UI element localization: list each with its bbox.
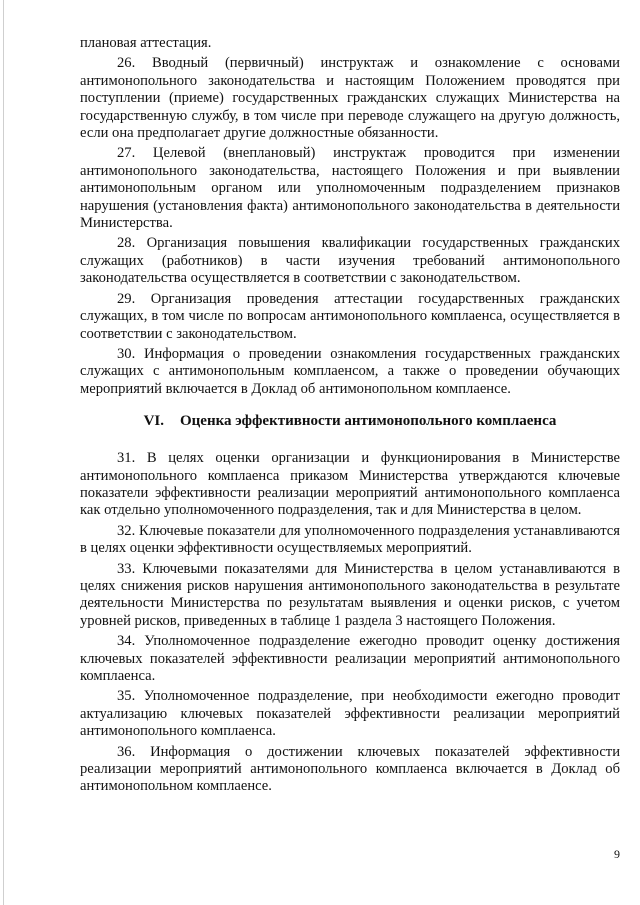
paragraph-29: 29. Организация проведения аттестации государственных гражданских служащих, в том числе по вопросам антимонопольного комплаенса, осуществляется в соответствии с законодательством. [80,290,620,342]
paragraph-35: 35. Уполномоченное подразделение, при необходимости ежегодно проводит актуализацию ключевых показателей эффективности реализации мероприятий антимонопольного комплаенса. [80,688,620,740]
paragraph-28: 28. Организация повышения квалификации государственных гражданских служащих (работников) в части изучения требований антимонопольного законодательства осуществляется в соответствии с законодательством. [80,235,620,287]
paragraph-34: 34. Уполномоченное подразделение ежегодно проводит оценку достижения ключевых показателей эффективности реализации мероприятий антимонопольного комплаенса. [80,633,620,684]
scan-edge-line [3,0,4,905]
section-number: VI. [143,413,164,430]
section-title: Оценка эффективности антимонопольного комплаенса [180,413,557,430]
paragraph-26: 26. Вводный (первичный) инструктаж и ознакомление с основами антимонопольного законодательства и настоящим Положением проводятся при поступлении (приеме) государственных гражданских служащих Министерства на государственную службу, в том числе при переводе служащего на другую должность, если она предполагает другие должностные обязанности. [80,55,620,142]
document-body [80,35,620,799]
paragraph-27: 27. Целевой (внеплановый) инструктаж проводится при изменении антимонопольного законодательства, настоящего Положения и при выявлении антимонопольным органом или уполномоченным подразделением признаков нарушения (установления факта) антимонопольного законодательства в деятельности Министерства. [80,145,620,232]
paragraph-30: 30. Информация о проведении ознакомления государственных гражданских служащих с антимонопольным комплаенсом, а также о проведении обучающих мероприятий включается в Доклад об антимонопольном комплаенсе. [80,345,620,397]
paragraph-31: 31. В целях оценки организации и функционирования в Министерстве антимонопольного комплаенса приказом Министерства утверждаются ключевые показатели эффективности реализации мероприятий антимонопольного комплаенса как отдельно уполномоченного подразделения, так и для Министерства в целом. [80,450,620,519]
paragraph-32: 32. Ключевые показатели для уполномоченного подразделения устанавливаются в целях оценки эффективности осуществляемых мероприятий. [80,522,620,557]
page-number: 9 [614,847,620,861]
paragraph-33: 33. Ключевыми показателями для Министерства в целом устанавливаются в целях снижения рисков нарушения антимонопольного законодательства в результате деятельности Министерства по результатам выявления и оценки рисков, с учетом уровней рисков, приведенных в таблице 1 раздела 3 настоящего Положения. [80,560,620,629]
paragraph-36: 36. Информация о достижении ключевых показателей эффективности реализации мероприятий антимонопольного комплаенса включается в Доклад об антимонопольном комплаенсе. [80,743,620,795]
paragraph-continuation: плановая аттестация. [80,35,212,51]
section-heading [80,412,620,430]
